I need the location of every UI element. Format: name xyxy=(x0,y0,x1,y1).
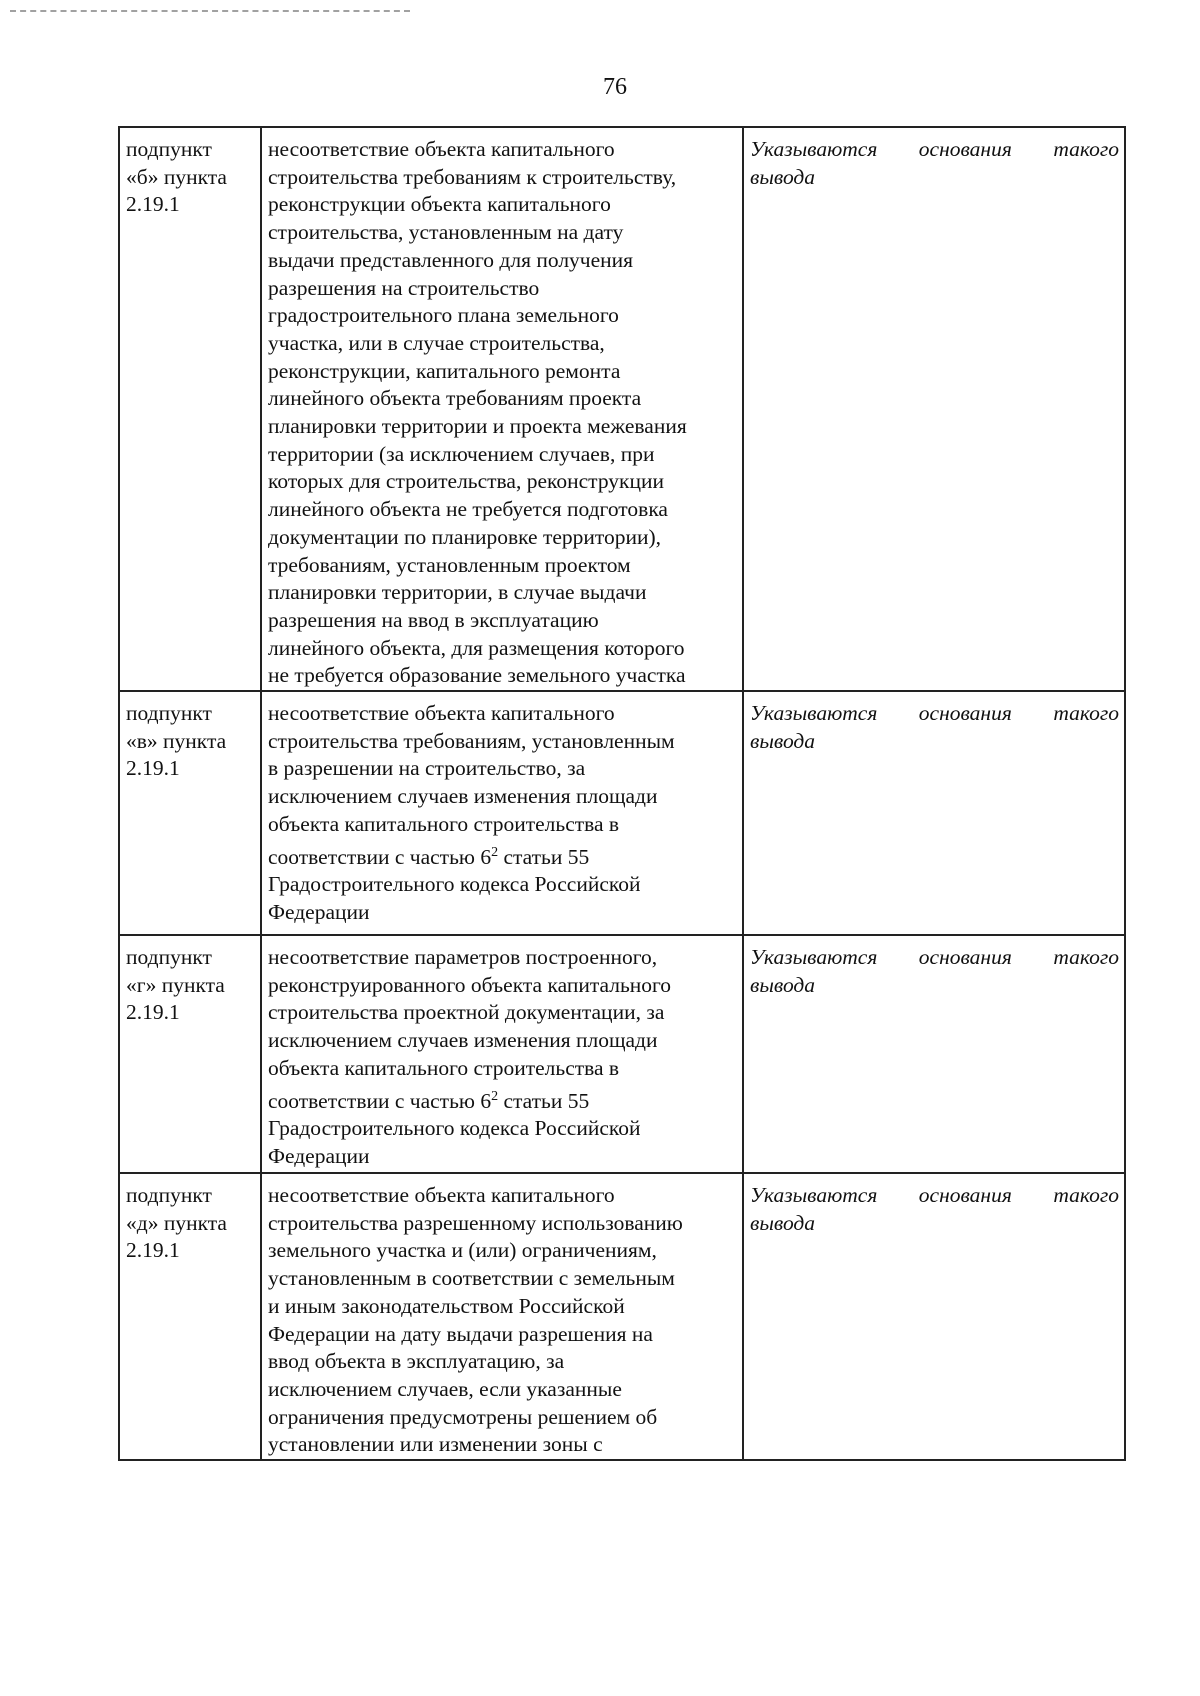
description-text: исключением случаев изменения площади xyxy=(268,1028,658,1053)
note-word: вывода xyxy=(750,1210,816,1235)
reference-cell xyxy=(119,691,261,935)
description-text: ввод объекта в эксплуатацию, за xyxy=(268,1349,565,1374)
description-text: строительства требованиям, установленным xyxy=(268,728,675,753)
description-line xyxy=(268,496,737,524)
description-line xyxy=(268,972,737,1000)
description-line xyxy=(268,275,737,303)
description-text: Градостроительного кодекса Российской xyxy=(268,872,641,897)
description-line xyxy=(268,1348,737,1376)
note-word: основания xyxy=(918,1183,1012,1208)
description-text: участка, или в случае строительства, xyxy=(268,330,605,355)
note-line xyxy=(750,164,1119,192)
description-line xyxy=(268,811,737,839)
description-line xyxy=(268,468,737,496)
description-line xyxy=(268,524,737,552)
note-line xyxy=(750,728,1119,756)
description-line xyxy=(268,755,737,783)
superscript-mark: 2 xyxy=(491,1088,499,1104)
description-line xyxy=(268,247,737,275)
description-line xyxy=(268,1321,737,1349)
description-line xyxy=(268,219,737,247)
description-text: Федерации xyxy=(268,1144,370,1169)
description-line xyxy=(268,164,737,192)
description-text: выдачи представленного для получения xyxy=(268,247,634,272)
description-text: требованиям, установленным проектом xyxy=(268,552,631,577)
table-row xyxy=(119,1173,1125,1460)
description-line xyxy=(268,1293,737,1321)
description-line xyxy=(268,662,737,690)
description-line xyxy=(268,385,737,413)
reference-line: «в» пункта xyxy=(126,728,227,753)
description-text: несоответствие объекта капитального xyxy=(268,701,615,726)
description-line xyxy=(268,1404,737,1432)
description-text: несоответствие объекта капитального xyxy=(268,1183,615,1208)
description-text: линейного объекта не требуется подготовка xyxy=(268,497,668,522)
requirements-table xyxy=(118,126,1126,1461)
description-line xyxy=(268,1376,737,1404)
description-line xyxy=(268,1265,737,1293)
description-cell xyxy=(261,935,743,1173)
note-line xyxy=(750,700,1119,728)
description-line xyxy=(268,358,737,386)
description-text: ограничения предусмотрены решением об xyxy=(268,1404,658,1429)
description-line xyxy=(268,1115,737,1143)
reference-line: «д» пункта xyxy=(126,1210,227,1235)
description-line xyxy=(268,330,737,358)
description-line xyxy=(268,1027,737,1055)
description-text: исключением случаев изменения площади xyxy=(268,784,658,809)
note-line xyxy=(750,1182,1119,1210)
note-line xyxy=(750,944,1119,972)
description-text: объекта капитального строительства в xyxy=(268,811,620,836)
reference-line: 2.19.1 xyxy=(126,756,180,781)
description-text: градостроительного плана земельного xyxy=(268,303,619,328)
reference-cell xyxy=(119,1173,261,1460)
description-text: соответствии с частью 6 xyxy=(268,1088,492,1113)
description-text: объекта капитального строительства в xyxy=(268,1055,620,1080)
description-line xyxy=(268,839,737,872)
description-cell xyxy=(261,691,743,935)
description-line xyxy=(268,191,737,219)
description-line xyxy=(268,302,737,330)
note-cell xyxy=(743,935,1125,1173)
scan-artifact-line xyxy=(10,10,410,12)
note-word: такого xyxy=(1053,701,1119,726)
reference-line: 2.19.1 xyxy=(126,1238,180,1263)
note-word: вывода xyxy=(750,972,816,997)
description-text: Градостроительного кодекса Российской xyxy=(268,1116,641,1141)
reference-line: подпункт xyxy=(126,701,212,726)
description-line xyxy=(268,1143,737,1171)
description-line xyxy=(268,552,737,580)
description-line xyxy=(268,728,737,756)
note-line xyxy=(750,136,1119,164)
description-cell xyxy=(261,127,743,691)
description-text: земельного участка и (или) ограничениям, xyxy=(268,1238,657,1263)
description-line xyxy=(268,1210,737,1238)
description-text: разрешения на строительство xyxy=(268,275,540,300)
description-text: установлении или изменении зоны с xyxy=(268,1432,603,1457)
reference-line: 2.19.1 xyxy=(126,192,180,217)
note-word: вывода xyxy=(750,728,816,753)
description-line xyxy=(268,899,737,927)
description-text: планировки территории, в случае выдачи xyxy=(268,580,647,605)
note-word: такого xyxy=(1053,1183,1119,1208)
page-number: 76 xyxy=(603,74,627,100)
description-line xyxy=(268,1083,737,1116)
description-line xyxy=(268,579,737,607)
description-text: строительства требованиям к строительству, xyxy=(268,164,677,189)
reference-line: подпункт xyxy=(126,945,212,970)
table-row xyxy=(119,127,1125,691)
description-text-tail: статьи 55 xyxy=(498,1088,590,1113)
description-text: строительства разрешенному использованию xyxy=(268,1210,683,1235)
description-text: строительства проектной документации, за xyxy=(268,1000,665,1025)
note-word: Указываются xyxy=(750,1183,878,1208)
description-text: реконструкции объекта капитального xyxy=(268,192,611,217)
superscript-mark: 2 xyxy=(491,844,499,860)
description-text: разрешения на ввод в эксплуатацию xyxy=(268,607,599,632)
note-line xyxy=(750,1210,1119,1238)
note-word: основания xyxy=(918,945,1012,970)
note-word: Указываются xyxy=(750,945,878,970)
table-row xyxy=(119,935,1125,1173)
description-text: в разрешении на строительство, за xyxy=(268,756,586,781)
description-line xyxy=(268,136,737,164)
description-line xyxy=(268,1182,737,1210)
description-text: линейного объекта, для размещения которого xyxy=(268,635,685,660)
note-cell xyxy=(743,127,1125,691)
description-text: Федерации на дату выдачи разрешения на xyxy=(268,1321,653,1346)
note-word: вывода xyxy=(750,164,816,189)
description-line xyxy=(268,871,737,899)
description-text: Федерации xyxy=(268,900,370,925)
reference-line: «б» пункта xyxy=(126,164,227,189)
description-line xyxy=(268,700,737,728)
description-text-tail: статьи 55 xyxy=(498,844,590,869)
description-line xyxy=(268,1055,737,1083)
description-text: несоответствие объекта капитального xyxy=(268,137,615,161)
description-text: которых для строительства, реконструкции xyxy=(268,469,664,494)
description-text: строительства, установленным на дату xyxy=(268,220,624,245)
description-text: реконструированного объекта капитального xyxy=(268,972,672,997)
description-text: несоответствие параметров построенного, xyxy=(268,945,658,970)
description-line xyxy=(268,1237,737,1265)
description-line xyxy=(268,441,737,469)
description-line xyxy=(268,635,737,663)
reference-line: 2.19.1 xyxy=(126,1000,180,1025)
description-line xyxy=(268,999,737,1027)
note-word: Указываются xyxy=(750,137,878,161)
description-line xyxy=(268,413,737,441)
note-word: такого xyxy=(1053,137,1119,161)
reference-line: подпункт xyxy=(126,137,212,161)
table-row xyxy=(119,691,1125,935)
reference-cell xyxy=(119,935,261,1173)
description-line xyxy=(268,944,737,972)
description-text: соответствии с частью 6 xyxy=(268,844,492,869)
description-text: планировки территории и проекта межевания xyxy=(268,414,687,439)
note-line xyxy=(750,972,1119,1000)
note-cell xyxy=(743,691,1125,935)
note-word: основания xyxy=(918,137,1012,161)
note-word: Указываются xyxy=(750,701,878,726)
description-line xyxy=(268,1431,737,1459)
reference-cell xyxy=(119,127,261,691)
description-line xyxy=(268,783,737,811)
description-cell xyxy=(261,1173,743,1460)
reference-line: подпункт xyxy=(126,1183,212,1208)
description-text: и иным законодательством Российской xyxy=(268,1293,625,1318)
note-word: основания xyxy=(918,701,1012,726)
note-cell xyxy=(743,1173,1125,1460)
description-text: установленным в соответствии с земельным xyxy=(268,1266,675,1291)
description-line xyxy=(268,607,737,635)
description-text: территории (за исключением случаев, при xyxy=(268,441,655,466)
reference-line: «г» пункта xyxy=(126,972,225,997)
note-word: такого xyxy=(1053,945,1119,970)
description-text: не требуется образование земельного участка xyxy=(268,663,686,688)
description-text: реконструкции, капитального ремонта xyxy=(268,358,621,383)
description-text: линейного объекта требованиям проекта xyxy=(268,386,642,411)
description-text: документации по планировке территории), xyxy=(268,524,662,549)
description-text: исключением случаев, если указанные xyxy=(268,1376,622,1401)
